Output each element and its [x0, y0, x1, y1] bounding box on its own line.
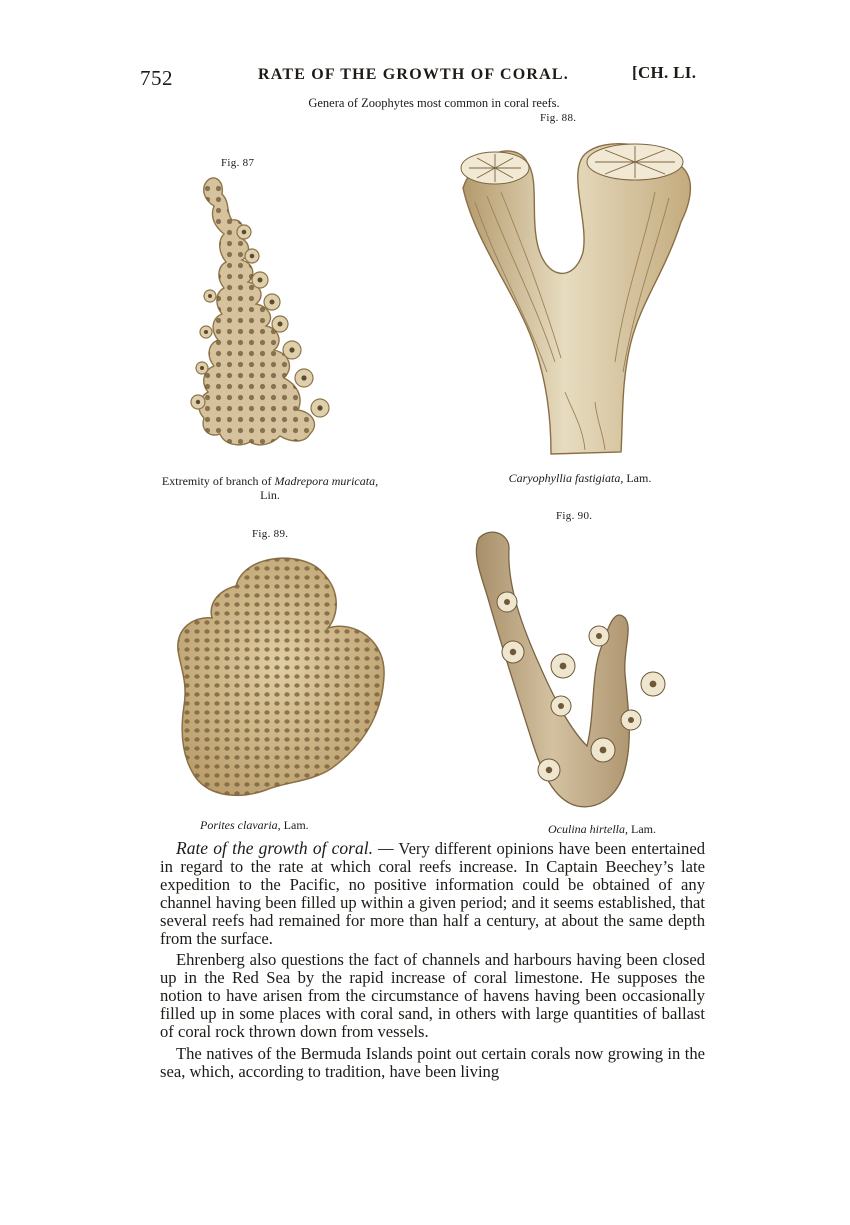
paragraph-1-text: Very different opinions have been entertained in regard to the rate at which coral reefs increase. In Captain Beechey’s late expedition to the Pacific, no positive information could be obtained of any channel having been filled up within a given period; and it seems established, that several reefs had remained for more than half a century, at about the same depth from the surface.	[160, 839, 705, 948]
figure-89-species: Porites clavaria,	[200, 818, 281, 832]
figure-87-label: Fig. 87	[221, 157, 255, 169]
figure-87-authority: Lin.	[260, 488, 280, 502]
figure-90-species: Oculina hirtella,	[548, 822, 628, 836]
figure-90-authority: Lam.	[631, 822, 656, 836]
plate-title: Genera of Zoophytes most common in coral reefs.	[308, 96, 560, 110]
figure-88-authority: Lam.	[626, 471, 652, 485]
figure-90-caption	[548, 822, 688, 836]
figure-89-caption	[200, 818, 330, 832]
figure-88-species: Caryophyllia fastigiata,	[508, 471, 624, 485]
figure-90-label: Fig. 90.	[556, 510, 593, 522]
paragraph-2: Ehrenberg also questions the fact of channels and harbours having been closed up in the Red Sea by the rapid increase of coral limestone. He supposes the notion to have arisen from the circumstance of havens having been occasionally filled up in some places with coral sand, in others with large quantities of ballast of coral rock thrown down from vessels.	[160, 950, 705, 1042]
figure-87-caption	[160, 474, 380, 502]
madrepora-illustration	[180, 172, 340, 457]
figure-89-label: Fig. 89.	[252, 528, 289, 540]
section-title: Rate of the growth of coral. —	[176, 838, 394, 858]
chapter-reference: [CH. LI.	[632, 63, 697, 82]
oculina-illustration	[465, 524, 685, 814]
figure-88-label: Fig. 88.	[540, 112, 577, 124]
figure-87-species: Madrepora muricata,	[274, 474, 379, 488]
figure-87-caption-text: Extremity of branch of	[161, 474, 272, 488]
paragraph-3: The natives of the Bermuda Islands point out certain corals now growing in the sea, which, according to tradition, have been living	[160, 1043, 705, 1081]
body-text	[160, 840, 705, 1081]
figure-89-authority: Lam.	[283, 818, 309, 832]
running-title: RATE OF THE GROWTH OF CORAL.	[258, 66, 569, 83]
page-number: 752	[140, 66, 173, 90]
figure-88-caption	[480, 471, 680, 485]
porites-illustration	[172, 546, 397, 806]
caryophyllia-illustration	[455, 132, 705, 462]
paragraph-1	[160, 840, 705, 947]
